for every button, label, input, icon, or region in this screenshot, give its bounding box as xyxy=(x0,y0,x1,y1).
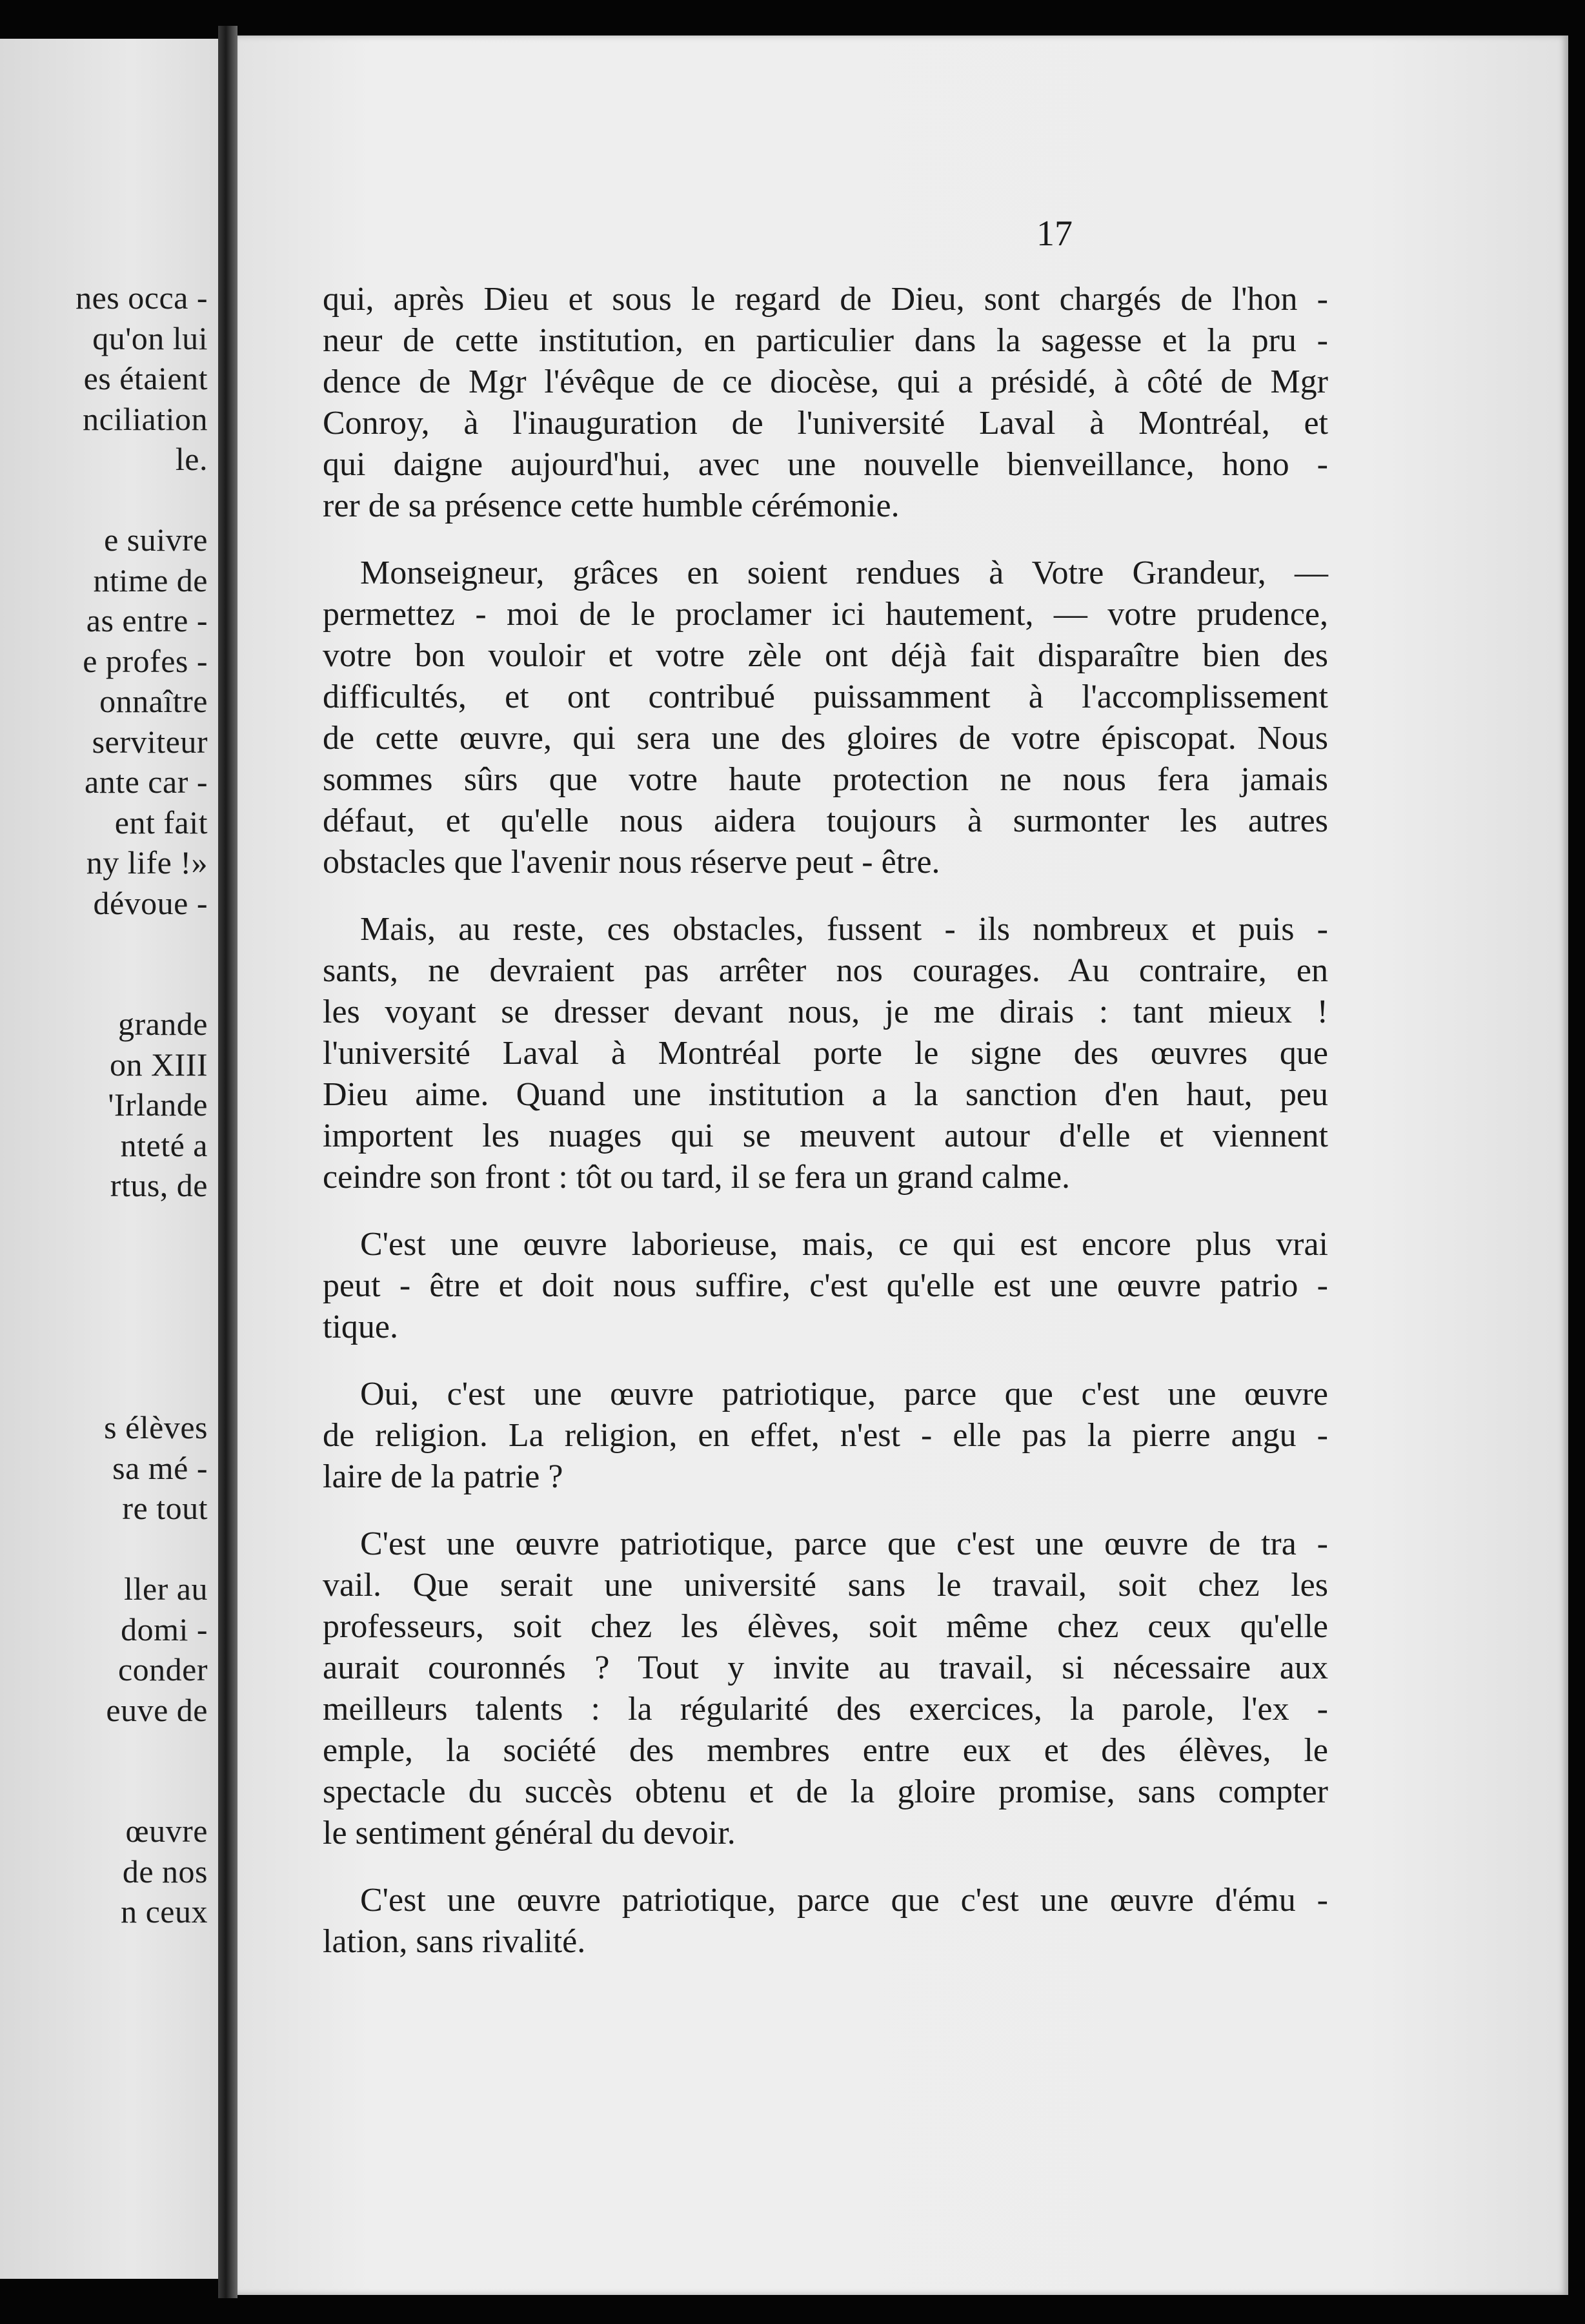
text-line: professeurs, soit chez les élèves, soit même chez ceux qu'elle xyxy=(323,1608,1328,1645)
text-line: le sentiment général du devoir. xyxy=(323,1815,736,1851)
text-line: l'université Laval à Montréal porte le signe des œuvres que xyxy=(323,1035,1328,1072)
text-line: difficultés, et ont contribué puissamment à l'accomplissement xyxy=(323,678,1328,715)
book-gutter xyxy=(218,26,237,2298)
text-line: meilleurs talents : la régularité des exercices, la parole, l'ex - xyxy=(323,1691,1328,1728)
previous-page-line: nciliation xyxy=(83,400,208,437)
previous-page-line: nteté a xyxy=(120,1126,208,1163)
text-line: Monseigneur, grâces en soient rendues à Votre Grandeur, — xyxy=(360,555,1328,591)
text-line: emple, la société des membres entre eux et des élèves, le xyxy=(323,1732,1328,1769)
text-line: C'est une œuvre patriotique, parce que c'est une œuvre d'ému - xyxy=(360,1882,1328,1919)
text-line: votre bon vouloir et votre zèle ont déjà fait disparaître bien des xyxy=(323,637,1328,674)
text-line: Dieu aime. Quand une institution a la sanction d'en haut, peu xyxy=(323,1076,1328,1113)
text-line: qui daigne aujourd'hui, avec une nouvelle bienveillance, hono - xyxy=(323,446,1328,483)
paragraph xyxy=(323,1374,1328,1498)
text-line: laire de la patrie ? xyxy=(323,1458,563,1495)
previous-page-line: sa mé - xyxy=(112,1449,208,1486)
previous-page-line: rtus, de xyxy=(110,1167,208,1203)
text-line: obstacles que l'avenir nous réserve peut - être. xyxy=(323,844,940,881)
previous-page-line: e suivre xyxy=(104,522,208,558)
text-line: permettez - moi de le proclamer ici hautement, — votre prudence, xyxy=(323,596,1328,633)
text-line: Mais, au reste, ces obstacles, fussent - ils nombreux et puis - xyxy=(360,911,1328,948)
text-line: ceindre son front : tôt ou tard, il se fera un grand calme. xyxy=(323,1159,1071,1196)
text-line: de religion. La religion, en effet, n'est - elle pas la pierre angu - xyxy=(323,1417,1328,1454)
text-line: importent les nuages qui se meuvent autour d'elle et viennent xyxy=(323,1117,1328,1154)
page-number: 17 xyxy=(1036,214,1073,254)
body-text xyxy=(323,279,1328,1988)
previous-page-line: le. xyxy=(175,441,208,477)
previous-page-line: nes occa - xyxy=(76,280,208,316)
previous-page-line: ntime de xyxy=(93,562,208,598)
previous-page-line: conder xyxy=(117,1651,208,1687)
text-line: vail. Que serait une université sans le travail, soit chez les xyxy=(323,1567,1328,1604)
previous-page-fragment xyxy=(0,39,219,2279)
text-line: dence de Mgr l'évêque de ce diocèse, qui a présidé, à côté de Mgr xyxy=(323,363,1328,400)
paragraph xyxy=(323,1880,1328,1962)
previous-page-line: domi - xyxy=(121,1611,208,1647)
previous-page-line: 'Irlande xyxy=(108,1086,208,1123)
text-line: C'est une œuvre laborieuse, mais, ce qui est encore plus vrai xyxy=(360,1226,1328,1263)
text-line: sommes sûrs que votre haute protection ne nous fera jamais xyxy=(323,761,1328,798)
paragraph xyxy=(323,553,1328,883)
previous-page-line: as entre - xyxy=(86,602,208,638)
paragraph xyxy=(323,279,1328,527)
paragraph xyxy=(323,1524,1328,1854)
previous-page-line: e profes - xyxy=(83,642,208,679)
previous-page-line: grande xyxy=(117,1006,208,1042)
previous-page-line: onnaître xyxy=(99,683,208,719)
text-line: de cette œuvre, qui sera une des gloires de votre épiscopat. Nous xyxy=(323,720,1328,757)
previous-page-line: qu'on lui xyxy=(92,320,208,356)
text-line: aurait couronnés ? Tout y invite au travail, si nécessaire aux xyxy=(323,1649,1328,1686)
previous-page-line: ante car - xyxy=(85,764,208,800)
text-line: peut - être et doit nous suffire, c'est qu'elle est une œuvre patrio - xyxy=(323,1267,1328,1304)
text-line: Conroy, à l'inauguration de l'université Laval à Montréal, et xyxy=(323,405,1328,442)
previous-page-line: re tout xyxy=(122,1490,208,1526)
previous-page-line: dévoue - xyxy=(93,884,208,921)
text-line: spectacle du succès obtenu et de la gloire promise, sans compter xyxy=(323,1773,1328,1810)
text-line: C'est une œuvre patriotique, parce que c'est une œuvre de tra - xyxy=(360,1525,1328,1562)
text-line: défaut, et qu'elle nous aidera toujours à surmonter les autres xyxy=(323,802,1328,839)
previous-page-line: ent fait xyxy=(114,804,208,841)
text-line: lation, sans rivalité. xyxy=(323,1923,586,1960)
previous-page-line: œuvre xyxy=(125,1813,208,1849)
text-line: les voyant se dresser devant nous, je me dirais : tant mieux ! xyxy=(323,994,1328,1030)
previous-page-line: n ceux xyxy=(121,1893,208,1930)
text-line: sants, ne devraient pas arrêter nos courages. Au contraire, en xyxy=(323,952,1328,989)
paragraph xyxy=(323,1224,1328,1348)
previous-page-line: de nos xyxy=(122,1853,208,1890)
text-line: Oui, c'est une œuvre patriotique, parce que c'est une œuvre xyxy=(360,1376,1328,1412)
text-line: tique. xyxy=(323,1309,398,1345)
previous-page-line: s élèves xyxy=(104,1409,208,1445)
previous-page-line: on XIII xyxy=(109,1046,208,1083)
previous-page-line: ny life !» xyxy=(86,844,208,881)
text-line: qui, après Dieu et sous le regard de Dieu, sont chargés de l'hon - xyxy=(323,281,1328,318)
text-line: rer de sa présence cette humble cérémonie. xyxy=(323,487,900,524)
previous-page-line: ller au xyxy=(124,1571,208,1607)
previous-page-line: es étaient xyxy=(83,360,208,396)
previous-page-line: serviteur xyxy=(92,723,208,760)
previous-page-line: euve de xyxy=(106,1691,208,1728)
text-line: neur de cette institution, en particulier dans la sagesse et la pru - xyxy=(323,322,1328,359)
paragraph xyxy=(323,909,1328,1198)
